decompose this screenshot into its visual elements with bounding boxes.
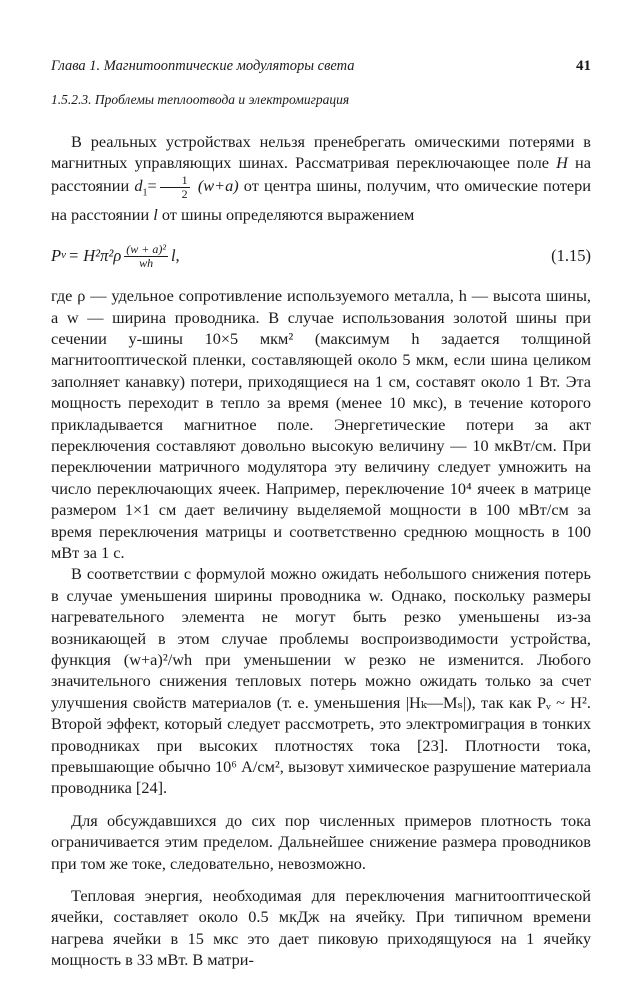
fraction-one-half: $\frac{1}{2}$ <box>160 174 190 201</box>
paragraph-5: Тепловая энергия, необходимая для переключения магнитооптической ячейки, составляет около 0.5 мкДж на ячейку. При типичном времени нагрева ячейки в 15 мкс это дает пиковую приходящуюся на 1 ячейку мощность в 33 мВт. В матри- <box>51 886 591 970</box>
body-text <box>51 131 591 971</box>
page-number: 41 <box>576 58 591 74</box>
section-heading: 1.5.2.3. Проблемы теплоотвода и электромиграция <box>51 92 350 107</box>
equation-number: (1.15) <box>551 246 591 266</box>
paragraph-4: Для обсуждавшихся до сих пор численных примеров плотность тока ограничивается этим пределом. Дальнейшее снижение размера проводников при том же токе, следовательно, невозможно. <box>51 810 591 873</box>
equation-1-15: P v = H²π²ρ $\frac{\text{(w + a)²}}{wh}$ l, (1.15) <box>51 241 591 270</box>
equation-fraction: $\frac{\text{(w + a)²}}{wh}$ <box>126 241 166 270</box>
chapter-title: Глава 1. Магнитооптические модуляторы света <box>51 58 355 74</box>
paragraph-1: В реальных устройствах нельзя пренебрегать омическими потерями в магнитных управляющих шинах. Рассматривая переключающее поле H на расстоянии $d_1=$ $\frac{1}{2}$ (w+a) от центра шины, получим, что омические потери на расстоянии l от шины определяются выражением <box>51 132 592 224</box>
paragraph-3: В соответствии с формулой можно ожидать небольшого снижения потерь в случае уменьшения ширины проводника w. Однако, поскольку размеры нагревательного элемента не могут быть резко уменьшены из-за возникающей в этом случае проблемы воспроизводимости устройства, функция (w+a)²/wh при уменьшении w резко не изменится. Любого значительного снижения тепловых потерь можно ожидать только за счет улучшения свойств материалов (т. е. уменьшения |Hₖ—Mₛ|), так как Pᵥ ~ H². Второй эффект, который следует рассмотреть, это электромиграция в тонких проводниках при высоких плотностях тока [23]. Плотности тока, превышающие обычно 10⁶ А/см², вызовут химическое разрушение материала проводника [24]. <box>51 564 591 798</box>
running-header <box>51 58 591 80</box>
document-page <box>51 58 591 971</box>
paragraph-2: где ρ — удельное сопротивление используемого металла, h — высота шины, а w — ширина проводника. В случае использования золотой шины при сечении y-шины 10×5 мкм² (максимум h задается толщиной магнитооптической пленки, составляющей около 5 мкм, если шина целиком заполняет канавку) потери, приходящиеся на 1 см, составят около 1 Вт. Эта мощность переходит в тепло за время (менее 10 мкс), в течение которого прикладывается магнитное поле. Энергетические потери за акт переключения составляют довольно высокую величину — 10 мкВт/см. При переключении матричного модулятора эту величину следует умножить на число переключающих ячеек. Например, переключение 10⁴ ячеек в матрице размером 1×1 см дает величину выделяемой мощности в 100 мВт/см за время переключения матрицы и соответственно среднюю мощность в 100 мВт за 1 с. <box>51 286 591 562</box>
